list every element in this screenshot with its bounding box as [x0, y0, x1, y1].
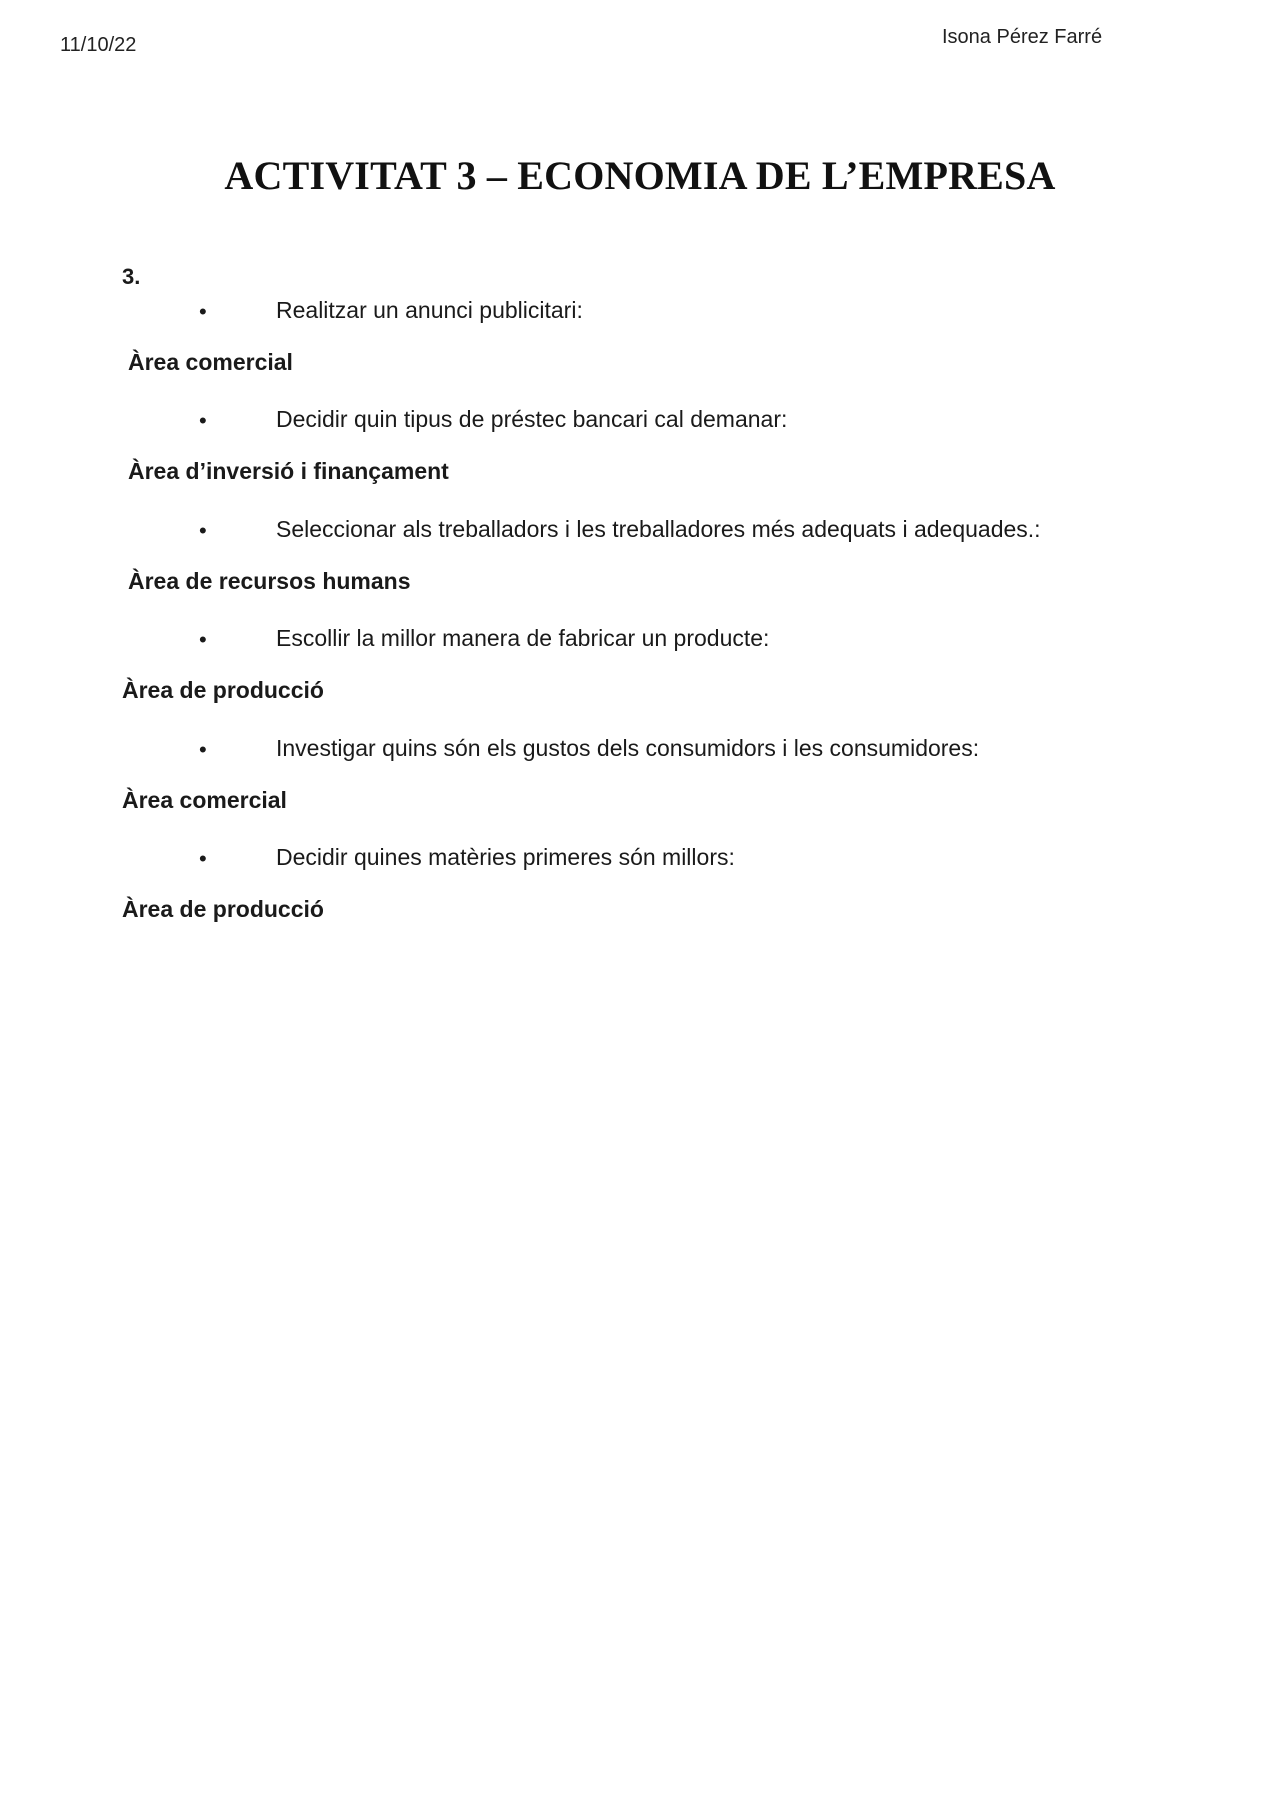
task-text-2: Decidir quin tipus de préstec bancari cal demanar: [276, 406, 788, 432]
bullet-icon: • [199, 518, 207, 543]
task-text-4: Escollir la millor manera de fabricar un producte: [276, 625, 770, 651]
bullet-icon: • [199, 737, 207, 762]
answer-area-1: Àrea comercial [128, 349, 293, 375]
bullet-icon: • [199, 846, 207, 871]
bullet-icon: • [199, 408, 207, 433]
answer-area-5: Àrea comercial [122, 787, 287, 813]
task-text-5: Investigar quins són els gustos dels consumidors i les consumidores: [276, 735, 980, 761]
question-number: 3. [122, 264, 141, 289]
answer-area-4: Àrea de producció [122, 677, 324, 703]
answer-area-2: Àrea d’inversió i finançament [128, 458, 449, 484]
header-author: Isona Pérez Farré [942, 26, 1103, 48]
bullet-icon: • [199, 299, 207, 324]
bullet-icon: • [199, 627, 207, 652]
answer-area-3: Àrea de recursos humans [128, 568, 411, 594]
answer-area-6: Àrea de producció [122, 896, 324, 922]
task-text-3: Seleccionar als treballadors i les treballadores més adequats i adequades.: [276, 516, 1041, 542]
task-text-6: Decidir quines matèries primeres són millors: [276, 844, 735, 870]
task-text-1: Realitzar un anunci publicitari: [276, 297, 583, 323]
header-date: 11/10/22 [60, 34, 137, 56]
page-title: ACTIVITAT 3 – ECONOMIA DE L’EMPRESA [224, 153, 1056, 198]
